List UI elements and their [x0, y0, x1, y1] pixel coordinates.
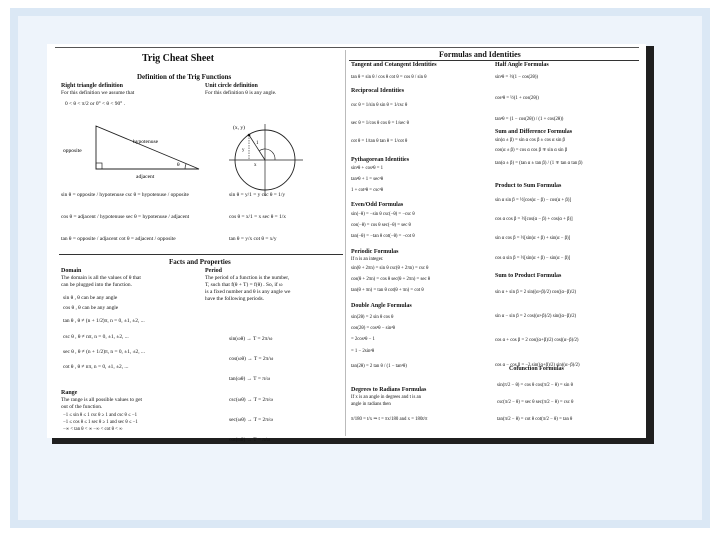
sum-diff-heading: Sum and Difference Formulas — [495, 129, 573, 135]
range-text-1: The range is all possible values to get — [61, 397, 142, 403]
deg-rad-heading: Degrees to Radians Formulas — [351, 387, 427, 393]
domain-item: sin θ , θ can be any angle — [63, 295, 118, 301]
top-rule — [55, 47, 639, 48]
cofunction-list — [497, 382, 573, 424]
period-item: csc(ωθ) → T = 2π/ω — [229, 396, 273, 403]
pythagorean-item: tan²θ + 1 = sec²θ — [351, 177, 384, 183]
cofunction-item: csc(π/2 − θ) = sec θ sec(π/2 − θ) = csc θ — [497, 400, 574, 406]
period-item: cot(ωθ) → T = π/ω — [229, 437, 270, 444]
reciprocal-list — [351, 102, 409, 146]
deg-rad-text-2: angle in radians then — [351, 402, 391, 407]
periodic-item: cos(θ + 2πn) = cos θ sec(θ + 2πn) = sec θ — [351, 277, 431, 283]
product-sum-item: cos α sin β = ½[sin(α + β) − sin(α − β)] — [495, 255, 571, 261]
domain-text-2: can be plugged into the function. — [61, 282, 132, 288]
right-triangle-heading: Right triangle definition — [61, 83, 124, 89]
uc-formula-cos: cos θ = x/1 = x sec θ = 1/x — [229, 214, 286, 221]
double-angle-item: = 1 − 2sin²θ — [351, 348, 375, 354]
period-item: sec(ωθ) → T = 2π/ω — [229, 416, 273, 423]
deg-rad-formula: π/180 = t/x ⇒ t = πx/180 and x = 180t/π — [351, 417, 428, 422]
pythagorean-heading: Pythagorean Identities — [351, 157, 410, 163]
half-angle-list — [495, 74, 563, 124]
label-theta: θ — [177, 162, 180, 168]
double-angle-item: = 2cos²θ − 1 — [351, 337, 375, 343]
half-angle-item: tan²θ = (1 − cos(2θ)) / (1 + cos(2θ)) — [495, 117, 564, 123]
sum-diff-list — [495, 137, 582, 168]
sum-product-item: cos α + cos β = 2 cos((α+β)/2) cos((α−β)/2) — [495, 338, 579, 344]
formulas-title: Formulas and Identities — [439, 50, 521, 59]
unit-circle-heading: Unit circle definition — [205, 83, 258, 89]
range-text-2: out of the function. — [61, 404, 103, 410]
sum-product-item: sin α + sin β = 2 sin((α+β)/2) cos((α−β)/2) — [495, 290, 577, 295]
reciprocal-item: cot θ = 1/tan θ tan θ = 1/cot θ — [351, 139, 408, 145]
even-odd-item: tan(−θ) = −tan θ cot(−θ) = −cot θ — [351, 234, 415, 240]
domain-item: cos θ , θ can be any angle — [63, 305, 119, 312]
domain-item: cot θ , θ ≠ nπ, n = 0, ±1, ±2, ... — [63, 364, 129, 371]
cofunction-item: sin(π/2 − θ) = cos θ cos(π/2 − θ) = sin θ — [497, 383, 573, 388]
formulas-rule — [349, 60, 639, 61]
double-angle-item: sin(2θ) = 2 sin θ cos θ — [351, 315, 394, 320]
periodic-item: sin(θ + 2πn) = sin θ csc(θ + 2πn) = csc θ — [351, 266, 429, 271]
period-text-3: is a fixed number and θ is any angle we — [205, 289, 291, 295]
product-sum-item: sin α sin β = ½[cos(α − β) − cos(α + β)] — [495, 198, 572, 203]
domain-text-1: The domain is all the values of θ that — [61, 275, 141, 281]
tan-cot-identity: tan θ = sin θ / cos θ cot θ = cos θ / sin θ — [351, 75, 427, 80]
facts-title: Facts and Properties — [169, 258, 231, 266]
label-opposite: opposite — [63, 148, 82, 154]
half-angle-heading: Half Angle Formulas — [495, 62, 549, 68]
right-triangle-condition: 0 < θ < π/2 or 0° < θ < 90° . — [65, 101, 125, 107]
sum-diff-item: cos(α ± β) = cos α cos β ∓ sin α sin β — [495, 148, 568, 154]
right-triangle-text: For this definition we assume that — [61, 90, 135, 96]
even-odd-item: cos(−θ) = cos θ sec(−θ) = sec θ — [351, 223, 411, 229]
period-text-1: The period of a function is the number, — [205, 275, 290, 281]
period-heading: Period — [205, 268, 222, 274]
point-marker — [248, 134, 251, 137]
range-heading: Range — [61, 390, 78, 396]
reciprocal-item: csc θ = 1/sin θ sin θ = 1/csc θ — [351, 103, 408, 108]
period-list — [229, 336, 273, 444]
uc-formula-tan: tan θ = y/x cot θ = x/y — [229, 236, 277, 243]
theta-arc — [185, 164, 186, 169]
reciprocal-item: sec θ = 1/cos θ cos θ = 1/sec θ — [351, 121, 409, 127]
unit-circle-formulas — [229, 192, 286, 244]
tan-cot-heading: Tangent and Cotangent Identities — [351, 62, 437, 68]
sum-product-list — [495, 289, 580, 369]
cheat-sheet — [47, 44, 646, 444]
double-angle-list — [351, 314, 407, 370]
right-triangle-formulas — [61, 192, 189, 244]
rt-formula-sin: sin θ = opposite / hypotenuse csc θ = hypotenuse / opposite — [61, 192, 189, 198]
even-odd-item: sin(−θ) = −sin θ csc(−θ) = −csc θ — [351, 212, 415, 217]
product-sum-item: sin α cos β = ½[sin(α + β) + sin(α − β)] — [495, 236, 571, 242]
half-angle-item: sin²θ = ½(1 − cos(2θ)) — [495, 75, 539, 80]
product-sum-list — [495, 197, 573, 262]
label-one: 1 — [256, 141, 259, 146]
period-item: tan(ωθ) → T = π/ω — [229, 376, 270, 383]
sum-product-item: sin α − sin β = 2 cos((α+β)/2) sin((α−β)/2) — [495, 314, 577, 320]
pythagorean-item: sin²θ + cos²θ = 1 — [351, 166, 384, 171]
double-angle-item: tan(2θ) = 2 tan θ / (1 − tan²θ) — [351, 363, 407, 369]
label-y: y — [242, 148, 245, 153]
sum-product-heading: Sum to Product Formulas — [495, 273, 562, 279]
double-angle-item: cos(2θ) = cos²θ − sin²θ — [351, 326, 395, 332]
periodic-item: tan(θ + πn) = tan θ cot(θ + πn) = cot θ — [351, 288, 424, 294]
sum-diff-item: tan(α ± β) = (tan α ± tan β) / (1 ∓ tan α tan β) — [495, 161, 583, 167]
period-item: sin(ωθ) → T = 2π/ω — [229, 336, 273, 342]
facts-rule — [59, 254, 343, 255]
range-item: −1 ≤ cos θ ≤ 1 sec θ ≥ 1 and sec θ ≤ −1 — [63, 420, 138, 426]
label-x: x — [254, 163, 257, 168]
pythagorean-list — [351, 165, 383, 195]
right-triangle-diagram — [61, 114, 211, 184]
cofunction-item: tan(π/2 − θ) = cot θ cot(π/2 − θ) = tan θ — [497, 417, 573, 423]
unit-circle-text: For this definition θ is any angle. — [205, 90, 277, 96]
sum-diff-item: sin(α ± β) = sin α cos β ± cos α sin β — [495, 138, 565, 143]
range-item: −1 ≤ sin θ ≤ 1 csc θ ≥ 1 and csc θ ≤ −1 — [63, 413, 137, 418]
periodic-heading: Periodic Formulas — [351, 249, 399, 255]
product-sum-heading: Product to Sum Formulas — [495, 183, 562, 189]
half-angle-item: cos²θ = ½(1 + cos(2θ)) — [495, 96, 539, 102]
domain-list — [63, 295, 145, 371]
domain-item: csc θ , θ ≠ nπ, n = 0, ±1, ±2, ... — [63, 333, 129, 340]
rt-formula-cos: cos θ = adjacent / hypotenuse sec θ = hypotenuse / adjacent — [61, 214, 190, 221]
domain-item: sec θ , θ ≠ (n + 1/2)π, n = 0, ±1, ±2, ... — [63, 348, 145, 355]
periodic-list — [351, 265, 430, 295]
column-divider — [345, 50, 346, 436]
even-odd-list — [351, 211, 415, 241]
period-item: cos(ωθ) → T = 2π/ω — [229, 356, 274, 363]
even-odd-heading: Even/Odd Formulas — [351, 202, 404, 208]
domain-heading: Domain — [61, 268, 82, 274]
sum-product-item: cos α − cos β = −2 sin((α+β)/2) sin((α−β)/2) — [495, 362, 580, 368]
period-text-2: T, such that f(θ + T) = f(θ) . So, if ω — [205, 282, 283, 288]
pythagorean-item: 1 + cot²θ = csc²θ — [351, 188, 384, 194]
cofunction-heading: Cofunction Formulas — [509, 366, 564, 372]
label-adjacent: adjacent — [136, 174, 155, 180]
label-point: (x, y) — [233, 125, 245, 131]
period-text-4: have the following periods. — [205, 296, 264, 302]
product-sum-item: cos α cos β = ½[cos(α − β) + cos(α + β)] — [495, 217, 573, 223]
domain-item: tan θ , θ ≠ (n + 1/2)π, n = 0, ±1, ±2, ... — [63, 318, 145, 325]
right-angle-mark — [96, 163, 102, 169]
radius-line — [249, 135, 265, 160]
periodic-text: If n is an integer. — [351, 257, 384, 262]
rt-formula-tan: tan θ = opposite / adjacent cot θ = adjacent / opposite — [61, 236, 176, 243]
unit-circle-diagram — [225, 120, 307, 200]
sheet-title: Trig Cheat Sheet — [142, 53, 215, 64]
definition-title: Definition of the Trig Functions — [137, 73, 232, 81]
double-angle-heading: Double Angle Formulas — [351, 303, 412, 309]
reciprocal-heading: Reciprocal Identities — [351, 88, 405, 94]
deg-rad-text-1: If x is an angle in degrees and t is an — [351, 395, 422, 400]
label-hypotenuse: hypotenuse — [133, 139, 159, 145]
range-item: −∞ < tan θ < ∞ −∞ < cot θ < ∞ — [63, 427, 123, 433]
range-list — [63, 412, 138, 434]
triangle-shape — [96, 126, 199, 169]
uc-formula-sin: sin θ = y/1 = y csc θ = 1/y — [229, 192, 286, 198]
